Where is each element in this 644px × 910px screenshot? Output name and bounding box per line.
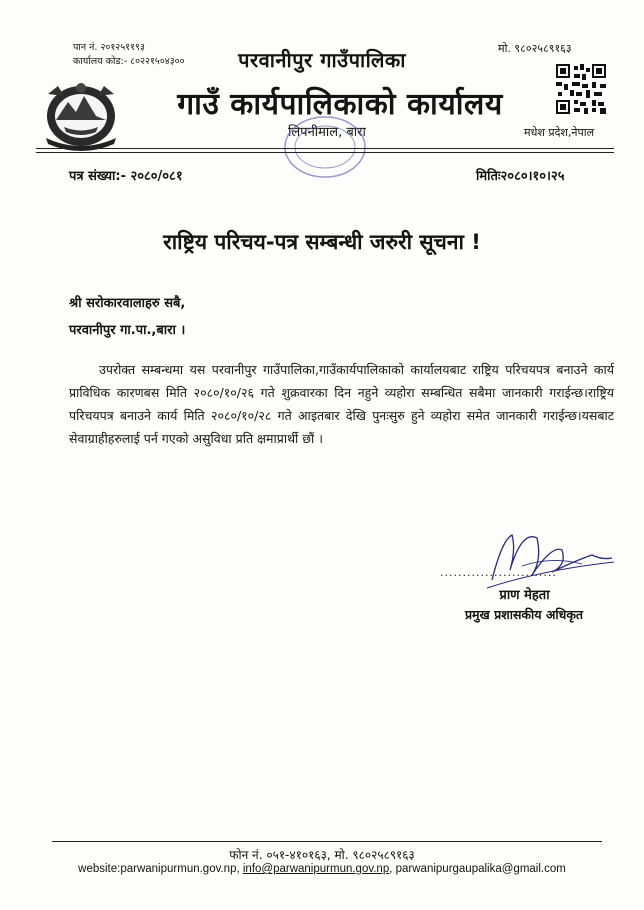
recipient-line-1: श्री सरोकारवालाहरु सबै, <box>69 296 186 311</box>
pan-number: पान नं. २०१२५११९३ <box>73 42 145 53</box>
header-rule <box>36 148 614 149</box>
footer-contacts <box>0 863 644 875</box>
letter-subject: राष्ट्रिय परिचय-पत्र सम्बन्धी जरुरी सूचना ! <box>163 230 481 254</box>
header-mobile: मो. ९८०२५८९१६३ <box>498 42 572 55</box>
footer-website: website:parwanipurmun.gov.np, <box>78 863 243 875</box>
qr-code-icon <box>554 62 608 116</box>
province: मधेश प्रदेश,नेपाल <box>524 126 595 139</box>
office-stamp-icon <box>280 112 370 182</box>
signer-designation: प्रमुख प्रशासकीय अधिकृत <box>464 607 584 622</box>
office-code: कार्यालय कोड:- ८०२२१५०४३०० <box>73 56 185 67</box>
recipient-line-2: परवानीपुर गा.पा.,बारा । <box>69 323 186 338</box>
office-name: गाउँ कार्यपालिकाको कार्यालय <box>177 87 503 122</box>
footer-email-2: , parwanipurgaupalika@gmail.com <box>389 863 566 875</box>
handwritten-signature <box>482 520 617 595</box>
letter-date: मितिः२०८०।१०।२५ <box>476 169 565 184</box>
letter-body-paragraph <box>69 358 614 450</box>
municipality-name: परवानीपुर गाउँपालिका <box>238 48 406 72</box>
header-rule-thin <box>36 152 614 153</box>
letter-body-text: उपरोक्त सम्बन्धमा यस परवानीपुर गाउँपालिका,गाउँकार्यपालिकाको कार्यालयबाट राष्ट्रिय परिचयपत्र बनाउने कार्य प्राविधिक कारणबस मिति २०८०/१०/२६ गते शुक्रवारका दिन नहुने व्यहोरा सम्बन्धित सबैमा जानकारी गराईन्छ।राष्ट्रिय परिचयपत्र बनाउने कार्य मिति २०८०/१०/२८ गते आइतबार देखि पुनःसुरु हुने व्यहोरा समेत जानकारी गराईन्छ।यसबाट सेवाग्राहीहरुलाई पर्न गएको असुविधा प्रति क्षमाप्रार्थी छौं । <box>69 362 614 446</box>
footer-email-link[interactable]: info@parwanipurmun.gov.np <box>242 863 390 875</box>
signature-line: .......................... <box>440 566 557 579</box>
footer-phone: फोन नं. ०५१-४१०१६३, मो. ९८०२५८९१६३ <box>229 848 415 862</box>
office-address: लिपनीमाल, बारा <box>288 125 366 140</box>
signer-name: प्राण मेहता <box>499 588 550 603</box>
letter-reference: पत्र संख्या:- २०८०/०८१ <box>69 169 183 184</box>
footer-rule <box>52 841 602 842</box>
